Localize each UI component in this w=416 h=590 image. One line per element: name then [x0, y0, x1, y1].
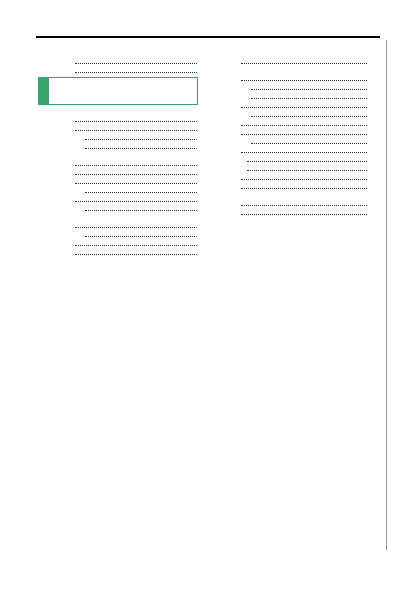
dot-leader — [75, 246, 197, 255]
toc-entry[interactable] — [214, 144, 368, 153]
dot-leader — [241, 171, 367, 180]
toc-entry[interactable] — [48, 64, 198, 73]
dot-leader — [241, 206, 367, 215]
toc-entry[interactable] — [48, 202, 198, 211]
dot-leader — [75, 219, 197, 228]
dot-leader — [75, 157, 197, 166]
dot-leader — [75, 237, 197, 246]
right-border — [386, 40, 387, 550]
dot-leader — [241, 197, 367, 206]
dot-leader — [85, 184, 197, 193]
dot-leader — [75, 122, 197, 131]
toc-entry[interactable] — [214, 135, 368, 144]
chapter-tab[interactable] — [390, 106, 416, 143]
dot-leader — [247, 153, 367, 162]
toc-entry[interactable] — [214, 99, 368, 108]
toc-entry[interactable] — [214, 117, 368, 126]
dot-leader — [251, 90, 367, 99]
toc-entry[interactable] — [48, 157, 198, 166]
toc-entry[interactable] — [48, 219, 198, 228]
dot-leader — [251, 108, 367, 117]
dot-leader — [241, 180, 367, 189]
dot-leader — [85, 202, 197, 211]
toc-entry[interactable] — [214, 90, 368, 99]
toc-entry[interactable] — [214, 81, 368, 90]
toc-entry[interactable] — [48, 166, 198, 175]
dot-leader — [85, 228, 197, 237]
toc-entry[interactable] — [214, 180, 368, 189]
chapter-tab[interactable] — [390, 301, 416, 338]
toc-entry[interactable] — [214, 108, 368, 117]
toc-entry[interactable] — [48, 140, 198, 149]
dot-leader — [241, 117, 367, 126]
dot-leader — [75, 64, 197, 73]
toc-subentry[interactable] — [214, 153, 368, 162]
dot-leader — [75, 113, 197, 122]
dot-leader — [251, 81, 367, 90]
toc-entry[interactable] — [214, 197, 368, 206]
toc-entry[interactable] — [48, 55, 198, 64]
chapter-tab[interactable] — [390, 418, 416, 455]
toc-entry[interactable] — [48, 228, 198, 237]
toc-entry[interactable] — [48, 193, 198, 202]
dot-leader — [241, 126, 367, 135]
chapter-heading[interactable] — [38, 77, 198, 105]
toc-entry[interactable] — [48, 113, 198, 122]
toc-entry[interactable] — [48, 122, 198, 131]
dot-leader — [241, 99, 367, 108]
toc-entry[interactable] — [48, 175, 198, 184]
dot-leader — [75, 55, 197, 64]
dot-leader — [241, 72, 367, 81]
toc-entry[interactable] — [48, 237, 198, 246]
chapter-number — [39, 78, 49, 104]
toc-left-column — [48, 55, 198, 255]
top-color-tab — [390, 38, 416, 78]
dot-leader — [241, 144, 367, 153]
toc-entry[interactable] — [214, 171, 368, 180]
chapter-tab[interactable] — [390, 262, 416, 299]
dot-leader — [85, 140, 197, 149]
dot-leader — [85, 131, 197, 140]
toc-entry[interactable] — [48, 246, 198, 255]
dot-leader — [75, 193, 197, 202]
chapter-tab[interactable] — [390, 223, 416, 260]
dot-leader — [241, 55, 367, 64]
chapter-tab[interactable] — [390, 184, 416, 221]
top-rule — [36, 36, 380, 38]
chapter-tabs — [390, 38, 416, 457]
dot-leader — [251, 135, 367, 144]
dot-leader — [247, 162, 367, 171]
chapter-tab[interactable] — [390, 379, 416, 416]
toc-subentry[interactable] — [214, 162, 368, 171]
toc-entry[interactable] — [48, 184, 198, 193]
dot-leader — [75, 175, 197, 184]
toc-entry[interactable] — [48, 131, 198, 140]
toc-entry[interactable] — [214, 72, 368, 81]
toc-entry[interactable] — [214, 126, 368, 135]
dot-leader — [75, 166, 197, 175]
toc-entry[interactable] — [214, 55, 368, 64]
toc-entry[interactable] — [214, 206, 368, 215]
toc-right-column — [214, 55, 368, 215]
chapter-tab[interactable] — [390, 340, 416, 377]
chapter-tab[interactable] — [390, 145, 416, 182]
